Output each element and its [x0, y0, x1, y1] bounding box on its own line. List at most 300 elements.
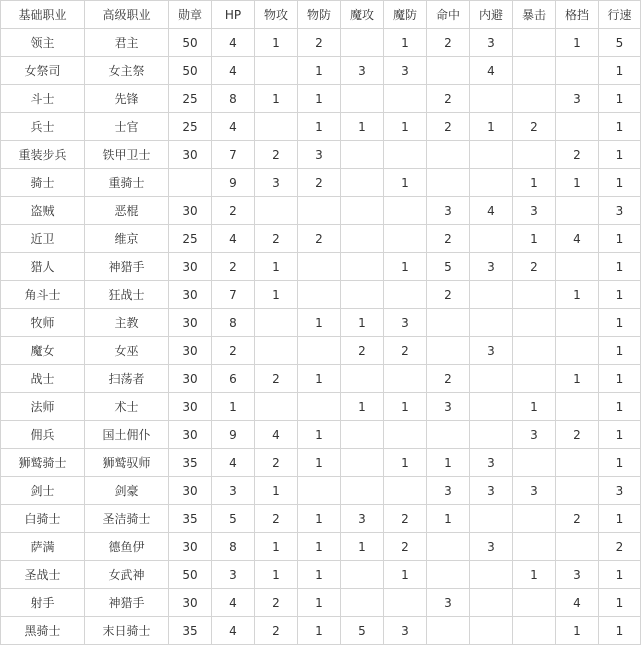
stat-cell: 2 — [384, 337, 427, 365]
stat-cell — [556, 113, 599, 141]
stat-cell: 50 — [169, 57, 212, 85]
stat-cell: 1 — [599, 57, 641, 85]
stat-cell: 3 — [255, 169, 298, 197]
stat-cell — [513, 589, 556, 617]
stat-cell — [384, 197, 427, 225]
advanced-class-cell: 铁甲卫士 — [85, 141, 169, 169]
stat-cell: 1 — [599, 561, 641, 589]
stat-cell — [341, 281, 384, 309]
stat-cell: 2 — [255, 589, 298, 617]
table-row — [1, 29, 641, 57]
stat-cell: 3 — [513, 421, 556, 449]
stat-cell: 1 — [341, 393, 384, 421]
stat-cell: 1 — [599, 337, 641, 365]
stat-cell — [255, 309, 298, 337]
base-class-cell: 斗士 — [1, 85, 85, 113]
stat-cell: 1 — [298, 561, 341, 589]
advanced-class-cell: 末日骑士 — [85, 617, 169, 645]
stat-cell — [255, 113, 298, 141]
stat-cell: 1 — [341, 533, 384, 561]
stat-cell: 1 — [298, 365, 341, 393]
stat-cell — [513, 57, 556, 85]
stat-cell: 3 — [599, 477, 641, 505]
stat-cell: 1 — [341, 113, 384, 141]
stat-cell — [341, 29, 384, 57]
stat-cell: 3 — [556, 561, 599, 589]
base-class-cell: 猎人 — [1, 253, 85, 281]
stat-cell — [470, 505, 513, 533]
stat-cell — [556, 449, 599, 477]
advanced-class-cell: 狮鹫驭师 — [85, 449, 169, 477]
stat-cell: 25 — [169, 225, 212, 253]
stat-cell: 1 — [384, 561, 427, 589]
stat-cell: 7 — [212, 281, 255, 309]
stat-cell: 2 — [556, 421, 599, 449]
stat-cell: 3 — [212, 477, 255, 505]
stat-cell: 1 — [556, 29, 599, 57]
stat-cell: 1 — [298, 113, 341, 141]
stat-cell: 2 — [384, 505, 427, 533]
stat-cell: 1 — [599, 113, 641, 141]
stat-cell: 3 — [513, 197, 556, 225]
stat-cell — [513, 141, 556, 169]
stat-cell: 3 — [212, 561, 255, 589]
advanced-class-cell: 君主 — [85, 29, 169, 57]
stat-cell: 4 — [556, 589, 599, 617]
stat-cell: 30 — [169, 393, 212, 421]
stat-cell — [470, 617, 513, 645]
stat-cell: 5 — [599, 29, 641, 57]
stat-cell — [513, 449, 556, 477]
stat-cell: 1 — [384, 253, 427, 281]
stat-cell: 1 — [255, 561, 298, 589]
table-row — [1, 57, 641, 85]
stat-cell — [341, 561, 384, 589]
advanced-class-cell: 神猎手 — [85, 589, 169, 617]
table-row — [1, 561, 641, 589]
stat-cell: 4 — [470, 57, 513, 85]
stat-cell — [470, 393, 513, 421]
column-header: 魔防 — [384, 1, 427, 29]
table-body — [1, 29, 641, 645]
stat-cell: 2 — [212, 253, 255, 281]
stat-cell — [513, 309, 556, 337]
stat-cell: 3 — [470, 337, 513, 365]
stat-cell — [513, 505, 556, 533]
stat-cell: 3 — [556, 85, 599, 113]
stat-cell: 2 — [255, 225, 298, 253]
stat-cell: 2 — [212, 197, 255, 225]
advanced-class-cell: 国土佣仆 — [85, 421, 169, 449]
stat-cell — [427, 141, 470, 169]
stat-cell: 25 — [169, 85, 212, 113]
stat-cell — [384, 225, 427, 253]
stat-cell: 2 — [384, 533, 427, 561]
stat-cell: 1 — [470, 113, 513, 141]
stat-cell: 1 — [384, 29, 427, 57]
stat-cell: 3 — [427, 589, 470, 617]
stat-cell: 1 — [513, 169, 556, 197]
stat-cell: 3 — [298, 141, 341, 169]
advanced-class-cell: 重骑士 — [85, 169, 169, 197]
stat-cell — [470, 309, 513, 337]
stat-cell: 2 — [255, 141, 298, 169]
stat-cell — [384, 141, 427, 169]
stat-cell: 4 — [212, 57, 255, 85]
stat-cell — [341, 449, 384, 477]
stat-cell — [556, 393, 599, 421]
stat-cell — [255, 337, 298, 365]
table-row — [1, 477, 641, 505]
column-header: 命中 — [427, 1, 470, 29]
stat-cell: 3 — [384, 309, 427, 337]
stat-cell — [513, 365, 556, 393]
stat-cell: 3 — [599, 197, 641, 225]
stat-cell: 2 — [556, 505, 599, 533]
table-row — [1, 197, 641, 225]
stat-cell: 1 — [298, 533, 341, 561]
header-row — [1, 1, 641, 29]
base-class-cell: 白骑士 — [1, 505, 85, 533]
stat-cell: 4 — [212, 589, 255, 617]
advanced-class-cell: 圣洁骑士 — [85, 505, 169, 533]
base-class-cell: 黑骑士 — [1, 617, 85, 645]
stat-cell: 8 — [212, 85, 255, 113]
table-row — [1, 281, 641, 309]
stat-cell: 3 — [427, 477, 470, 505]
stat-cell — [341, 197, 384, 225]
stat-cell: 7 — [212, 141, 255, 169]
stat-cell: 1 — [255, 281, 298, 309]
stat-cell: 2 — [255, 617, 298, 645]
stat-cell: 3 — [427, 393, 470, 421]
advanced-class-cell: 神猎手 — [85, 253, 169, 281]
stat-cell: 1 — [427, 505, 470, 533]
stat-cell: 6 — [212, 365, 255, 393]
stat-cell: 2 — [427, 85, 470, 113]
stat-cell: 35 — [169, 505, 212, 533]
stat-cell — [513, 281, 556, 309]
stat-cell — [513, 337, 556, 365]
stat-cell: 4 — [470, 197, 513, 225]
stat-cell: 25 — [169, 113, 212, 141]
base-class-cell: 重装步兵 — [1, 141, 85, 169]
stat-cell: 1 — [599, 449, 641, 477]
stat-cell — [470, 365, 513, 393]
stat-cell — [513, 29, 556, 57]
column-header: HP — [212, 1, 255, 29]
stat-cell: 2 — [212, 337, 255, 365]
stat-cell: 1 — [384, 393, 427, 421]
stat-cell — [255, 57, 298, 85]
stat-cell — [384, 589, 427, 617]
stat-cell: 3 — [341, 57, 384, 85]
stat-cell — [384, 421, 427, 449]
table-row — [1, 141, 641, 169]
stat-cell: 30 — [169, 533, 212, 561]
stat-cell: 1 — [384, 113, 427, 141]
advanced-class-cell: 士官 — [85, 113, 169, 141]
stat-cell: 2 — [341, 337, 384, 365]
base-class-cell: 魔女 — [1, 337, 85, 365]
stat-cell — [556, 309, 599, 337]
stat-cell: 8 — [212, 309, 255, 337]
stat-cell: 2 — [513, 253, 556, 281]
stat-cell — [384, 85, 427, 113]
stat-cell — [298, 393, 341, 421]
stat-cell: 35 — [169, 617, 212, 645]
table-row — [1, 169, 641, 197]
stat-cell: 2 — [255, 449, 298, 477]
stat-cell — [556, 57, 599, 85]
stat-cell: 2 — [427, 29, 470, 57]
stat-cell: 1 — [384, 169, 427, 197]
stat-cell: 2 — [298, 225, 341, 253]
stat-cell: 9 — [212, 421, 255, 449]
stat-cell — [341, 365, 384, 393]
stat-cell — [298, 477, 341, 505]
stat-cell: 2 — [427, 113, 470, 141]
column-header: 物防 — [298, 1, 341, 29]
stat-cell — [298, 337, 341, 365]
column-header: 勋章 — [169, 1, 212, 29]
stat-cell: 2 — [513, 113, 556, 141]
stat-cell: 1 — [298, 85, 341, 113]
stat-cell: 1 — [255, 29, 298, 57]
stat-cell: 1 — [556, 281, 599, 309]
stat-cell: 4 — [556, 225, 599, 253]
stat-cell: 1 — [513, 225, 556, 253]
column-header: 物攻 — [255, 1, 298, 29]
stat-cell — [470, 589, 513, 617]
stat-cell: 3 — [341, 505, 384, 533]
advanced-class-cell: 女武神 — [85, 561, 169, 589]
stat-cell: 3 — [384, 617, 427, 645]
column-header: 行速 — [599, 1, 641, 29]
stat-cell — [427, 169, 470, 197]
stat-cell — [427, 617, 470, 645]
stat-cell — [470, 225, 513, 253]
base-class-cell: 圣战士 — [1, 561, 85, 589]
base-class-cell: 法师 — [1, 393, 85, 421]
stat-cell — [384, 281, 427, 309]
stat-cell — [341, 169, 384, 197]
table-row — [1, 365, 641, 393]
stat-cell — [298, 197, 341, 225]
stat-cell — [298, 281, 341, 309]
base-class-cell: 盗贼 — [1, 197, 85, 225]
stat-cell — [255, 393, 298, 421]
column-header: 基础职业 — [1, 1, 85, 29]
table-row — [1, 589, 641, 617]
stat-cell — [470, 169, 513, 197]
table-row — [1, 85, 641, 113]
stat-cell: 2 — [556, 141, 599, 169]
base-class-cell: 剑士 — [1, 477, 85, 505]
column-header: 魔攻 — [341, 1, 384, 29]
stat-cell — [556, 197, 599, 225]
stat-cell: 1 — [384, 449, 427, 477]
stat-cell — [427, 337, 470, 365]
stat-cell — [384, 477, 427, 505]
stat-cell — [341, 253, 384, 281]
table-row — [1, 337, 641, 365]
stat-cell: 3 — [470, 253, 513, 281]
stat-cell — [341, 225, 384, 253]
stat-cell — [427, 57, 470, 85]
stat-cell: 1 — [513, 561, 556, 589]
stat-cell: 1 — [212, 393, 255, 421]
stat-cell: 4 — [212, 29, 255, 57]
stat-cell: 8 — [212, 533, 255, 561]
stat-cell: 5 — [427, 253, 470, 281]
stat-cell: 5 — [212, 505, 255, 533]
stat-cell: 3 — [470, 477, 513, 505]
advanced-class-cell: 主教 — [85, 309, 169, 337]
stat-cell: 1 — [513, 393, 556, 421]
stat-cell: 30 — [169, 281, 212, 309]
stat-cell: 50 — [169, 561, 212, 589]
stat-cell — [556, 337, 599, 365]
base-class-cell: 女祭司 — [1, 57, 85, 85]
stat-cell: 30 — [169, 365, 212, 393]
stat-cell: 3 — [470, 533, 513, 561]
stat-cell — [341, 589, 384, 617]
stat-cell: 35 — [169, 449, 212, 477]
advanced-class-cell: 剑豪 — [85, 477, 169, 505]
table-row — [1, 309, 641, 337]
stat-cell: 3 — [470, 29, 513, 57]
column-header: 格挡 — [556, 1, 599, 29]
stat-cell — [341, 141, 384, 169]
base-class-cell: 射手 — [1, 589, 85, 617]
stat-cell — [341, 421, 384, 449]
stat-cell: 4 — [212, 449, 255, 477]
column-header: 暴击 — [513, 1, 556, 29]
stat-cell — [556, 533, 599, 561]
stat-cell — [341, 477, 384, 505]
stat-cell — [513, 617, 556, 645]
stat-cell: 5 — [341, 617, 384, 645]
stat-cell: 1 — [341, 309, 384, 337]
stat-cell: 30 — [169, 589, 212, 617]
stat-cell — [556, 477, 599, 505]
stat-cell — [470, 85, 513, 113]
stat-cell — [298, 253, 341, 281]
stat-cell — [513, 533, 556, 561]
stat-cell: 1 — [599, 309, 641, 337]
stat-cell: 1 — [255, 533, 298, 561]
stat-cell: 1 — [599, 421, 641, 449]
stat-cell: 1 — [255, 253, 298, 281]
stat-cell: 1 — [556, 617, 599, 645]
table-row — [1, 449, 641, 477]
stat-cell: 1 — [255, 85, 298, 113]
table-row — [1, 225, 641, 253]
base-class-cell: 近卫 — [1, 225, 85, 253]
stat-cell: 2 — [427, 225, 470, 253]
advanced-class-cell: 先锋 — [85, 85, 169, 113]
stat-cell: 1 — [298, 449, 341, 477]
stat-cell: 4 — [212, 225, 255, 253]
stat-cell: 1 — [599, 253, 641, 281]
stat-cell: 1 — [556, 365, 599, 393]
stat-cell: 1 — [599, 169, 641, 197]
stat-cell — [427, 421, 470, 449]
stat-cell: 3 — [427, 197, 470, 225]
stat-cell: 2 — [427, 365, 470, 393]
advanced-class-cell: 女巫 — [85, 337, 169, 365]
stat-cell: 2 — [298, 29, 341, 57]
advanced-class-cell: 扫荡者 — [85, 365, 169, 393]
table-row — [1, 393, 641, 421]
stat-cell: 1 — [599, 365, 641, 393]
stat-cell — [513, 85, 556, 113]
base-class-cell: 骑士 — [1, 169, 85, 197]
advanced-class-cell: 狂战士 — [85, 281, 169, 309]
stat-cell — [169, 169, 212, 197]
stat-cell: 30 — [169, 337, 212, 365]
stat-cell: 2 — [255, 365, 298, 393]
stat-cell: 2 — [427, 281, 470, 309]
stat-cell — [470, 281, 513, 309]
table-row — [1, 617, 641, 645]
stat-cell: 1 — [556, 169, 599, 197]
stat-cell: 9 — [212, 169, 255, 197]
stat-cell: 2 — [599, 533, 641, 561]
stat-cell: 30 — [169, 477, 212, 505]
stat-cell: 50 — [169, 29, 212, 57]
stat-cell — [255, 197, 298, 225]
base-class-cell: 萨满 — [1, 533, 85, 561]
stat-cell: 1 — [298, 309, 341, 337]
advanced-class-cell: 恶棍 — [85, 197, 169, 225]
stat-cell: 4 — [255, 421, 298, 449]
advanced-class-cell: 维京 — [85, 225, 169, 253]
base-class-cell: 兵士 — [1, 113, 85, 141]
stat-cell: 1 — [599, 589, 641, 617]
stat-cell — [427, 309, 470, 337]
stat-cell: 3 — [470, 449, 513, 477]
base-class-cell: 领主 — [1, 29, 85, 57]
base-class-cell: 牧师 — [1, 309, 85, 337]
stat-cell: 30 — [169, 141, 212, 169]
stat-cell: 3 — [513, 477, 556, 505]
stat-cell: 30 — [169, 253, 212, 281]
table-row — [1, 533, 641, 561]
stat-cell — [470, 421, 513, 449]
stat-cell — [470, 141, 513, 169]
stat-cell: 1 — [599, 281, 641, 309]
stat-cell: 1 — [298, 421, 341, 449]
stat-cell: 2 — [298, 169, 341, 197]
table-row — [1, 421, 641, 449]
advanced-class-cell: 德鱼伊 — [85, 533, 169, 561]
column-header: 内避 — [470, 1, 513, 29]
base-class-cell: 战士 — [1, 365, 85, 393]
advanced-class-cell: 女主祭 — [85, 57, 169, 85]
stat-cell — [384, 365, 427, 393]
stat-cell: 1 — [298, 505, 341, 533]
stat-cell: 1 — [599, 141, 641, 169]
advanced-class-cell: 术士 — [85, 393, 169, 421]
stat-cell: 4 — [212, 113, 255, 141]
stat-cell — [470, 561, 513, 589]
stat-cell — [556, 253, 599, 281]
table-row — [1, 505, 641, 533]
stat-cell: 1 — [298, 617, 341, 645]
stat-cell — [341, 85, 384, 113]
